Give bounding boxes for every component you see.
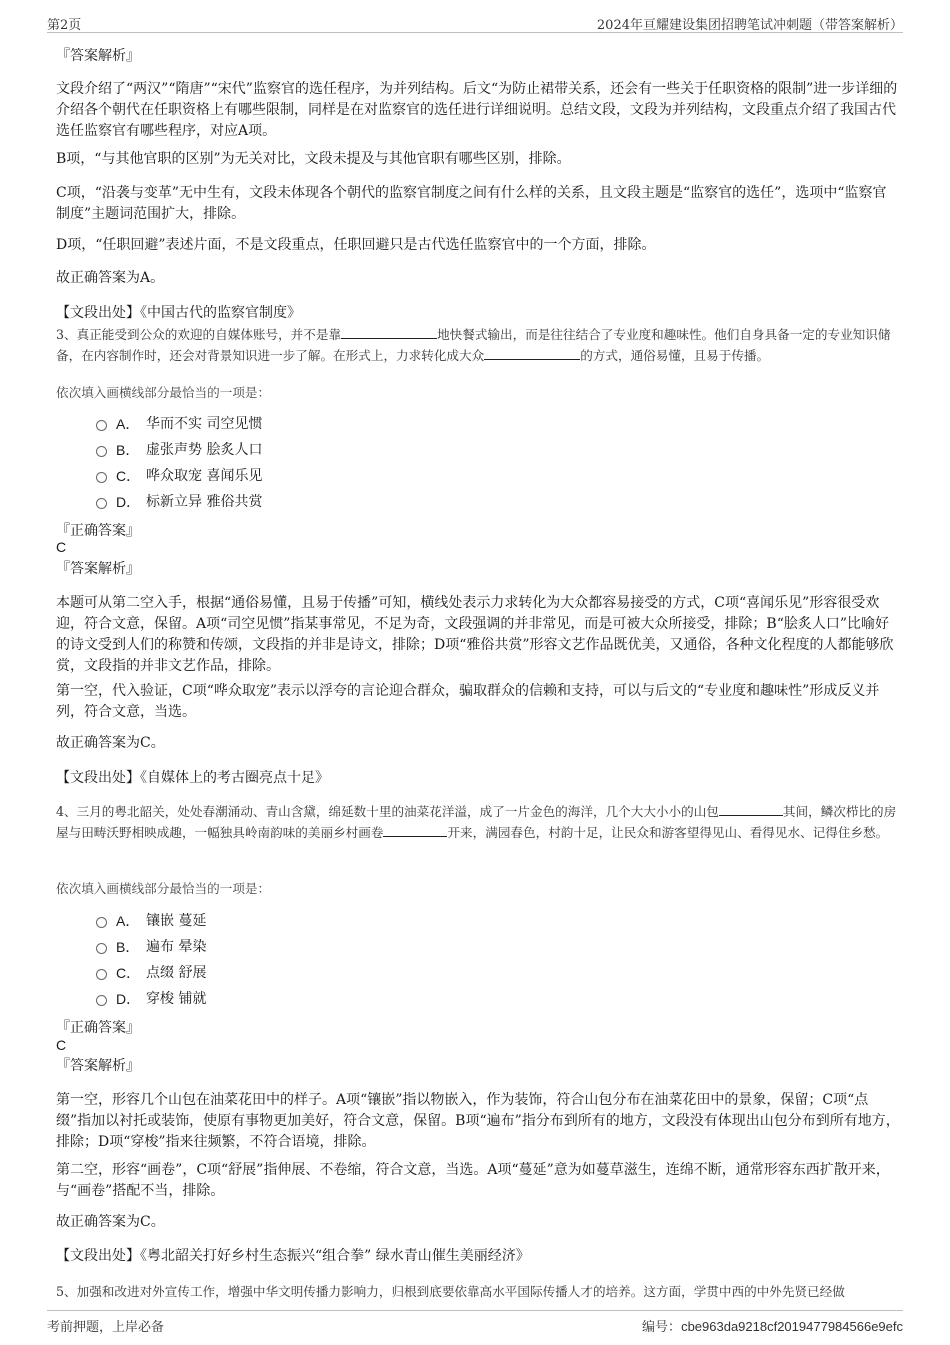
option-letter: C．: [116, 468, 141, 484]
correct-answer-label: 『正确答案』: [56, 1020, 140, 1036]
correct-answer-label: 『正确答案』: [56, 523, 140, 539]
analysis-label: 『答案解析』: [56, 561, 140, 577]
option-b[interactable]: [96, 440, 262, 460]
option-letter: B．: [116, 442, 140, 458]
option-c[interactable]: [96, 466, 262, 486]
question-text: 其间，鳞次栉比的房屋与田畴沃野相映成趣，一幅独具岭南韵味的美丽乡村画卷: [56, 804, 897, 840]
option-letter: C．: [116, 965, 141, 981]
option-text: 遍布 晕染: [146, 939, 207, 955]
question-text: 开来，满园春色，村韵十足，让民众和游客望得见山、看得见水、记得住乡愁。: [447, 825, 889, 840]
conclusion: 故正确答案为C。: [56, 1214, 165, 1230]
page-header: [47, 10, 903, 33]
option-b[interactable]: [96, 937, 206, 957]
document-code: [642, 1316, 903, 1335]
analysis-paragraph: 文段介绍了“两汉”“隋唐”“宋代”监察官的选任程序，为并列结构。后文“为防止裙带关系，还会有一些关于任职资格的限制”进一步详细的介绍各个朝代在任职资格上有哪些限制，同样是在对监察官的选任进行详细说明。总结文段，文段为并列结构，文段重点介绍了我国古代选任监察官有哪些程序，对应A项。: [56, 81, 898, 139]
option-text: 穿梭 铺就: [146, 991, 207, 1007]
option-c[interactable]: [96, 963, 206, 983]
radio-icon[interactable]: [96, 446, 107, 457]
radio-icon[interactable]: [96, 995, 107, 1006]
option-letter: A．: [116, 913, 140, 929]
code-value: cbe963da9218cf2019477984566e9efc: [681, 1319, 903, 1334]
radio-icon[interactable]: [96, 420, 107, 431]
correct-answer: C: [56, 539, 67, 555]
option-text: 标新立异 雅俗共赏: [146, 494, 263, 510]
page-number: 第2页: [47, 18, 82, 33]
source-citation: 【文段出处】《自媒体上的考古圈亮点十足》: [56, 770, 329, 786]
source-citation: 【文段出处】《中国古代的监察官制度》: [56, 305, 301, 321]
source-citation: 【文段出处】《粤北韶关打好乡村生态振兴“组合拳” 绿水青山催生美丽经济》: [56, 1248, 530, 1264]
option-letter: A．: [116, 416, 140, 432]
analysis-paragraph: 第一空，代入验证，C项“哗众取宠”表示以浮夸的言论迎合群众，骗取群众的信赖和支持，可以与后文的“专业度和趣味性”形成反义并列，符合文意，当选。: [56, 683, 880, 720]
option-text: 虚张声势 脍炙人口: [146, 442, 263, 458]
analysis-paragraph: B项，“与其他官职的区别”为无关对比，文段未提及与其他官职有哪些区别，排除。: [56, 151, 571, 167]
fill-blank: [719, 803, 783, 816]
option-a[interactable]: [96, 911, 206, 931]
analysis-paragraph: 本题可从第二空入手，根据“通俗易懂，且易于传播”可知，横线处表示力求转化为大众都容易接受的方式，C项“喜闻乐见”形容很受欢迎，符合文意，保留。A项“司空见惯”指某事常见，不足为奇，文段强调的并非常见，而是可被大众所接受，排除；B“脍炙人口”比喻好的诗文受到人们的称赞和传颂，文段指的并非是诗文，排除；D项“雅俗共赏”形容文艺作品既优美，又通俗，各种文化程度的人都能够欣赏，文段指的并非文艺作品，排除。: [56, 595, 894, 674]
option-text: 镶嵌 蔓延: [146, 913, 207, 929]
question-hint: 依次填入画横线部分最恰当的一项是：: [56, 881, 271, 896]
option-d[interactable]: [96, 492, 262, 512]
question-3: [56, 324, 900, 366]
radio-icon[interactable]: [96, 498, 107, 509]
question-text: 地快餐式输出，而是往往结合了专业度和趣味性。他们自身具备一定的专业知识储备，在内容制作时，还会对背景知识进一步了解。在形式上，力求转化成大众: [56, 327, 891, 363]
question-hint: 依次填入画横线部分最恰当的一项是：: [56, 385, 271, 400]
analysis-paragraph: 第二空，形容“画卷”，C项“舒展”指伸展、不卷缩，符合文意，当选。A项“蔓延”意为如蔓草滋生，连绵不断，通常形容东西扩散开来，与“画卷”搭配不当，排除。: [56, 1162, 890, 1199]
radio-icon[interactable]: [96, 917, 107, 928]
analysis-paragraph: 第一空，形容几个山包在油菜花田中的样子。A项“镶嵌”指以物嵌入，作为装饰，符合山包分布在油菜花田中的景象，保留；C项“点缀”指加以衬托或装饰，使原有事物更加美好，符合文意，保留。B项“遍布”指分布到所有的地方，文段没有体现出山包分布到所有地方，排除；D项“穿梭”指来往频繁，不符合语境，排除。: [56, 1092, 900, 1150]
option-text: 点缀 舒展: [146, 965, 207, 981]
conclusion: 故正确答案为C。: [56, 735, 165, 751]
fill-blank: [484, 347, 580, 360]
correct-answer: C: [56, 1037, 67, 1053]
fill-blank: [383, 824, 447, 837]
code-label: 编号：: [642, 1320, 682, 1335]
option-a[interactable]: [96, 414, 262, 434]
radio-icon[interactable]: [96, 472, 107, 483]
radio-icon[interactable]: [96, 943, 107, 954]
option-text: 哗众取宠 喜闻乐见: [146, 468, 263, 484]
fill-blank: [341, 326, 437, 339]
option-d[interactable]: [96, 989, 206, 1009]
conclusion: 故正确答案为A。: [56, 270, 165, 286]
analysis-label: 『答案解析』: [56, 1058, 140, 1074]
analysis-label: 『答案解析』: [56, 48, 140, 64]
radio-icon[interactable]: [96, 969, 107, 980]
option-letter: B．: [116, 939, 140, 955]
page-footer: [47, 1310, 903, 1335]
footer-slogan: 考前押题，上岸必备: [47, 1320, 165, 1335]
analysis-paragraph: C项，“沿袭与变革”无中生有，文段未体现各个朝代的监察官制度之间有什么样的关系，且文段主题是“监察官的选任”，选项中“监察官制度”主题词范围扩大，排除。: [56, 185, 887, 222]
question-text: 4、三月的粤北韶关，处处春潮涌动、青山含黛，绵延数十里的油菜花洋溢，成了一片金色的海洋，几个大大小小的山包: [56, 804, 719, 819]
analysis-paragraph: D项，“任职回避”表述片面，不是文段重点，任职回避只是古代选任监察官中的一个方面，排除。: [56, 237, 656, 253]
option-text: 华而不实 司空见惯: [146, 416, 263, 432]
option-letter: D．: [116, 494, 141, 510]
question-text: 3、真正能受到公众的欢迎的自媒体账号，并不是靠: [56, 327, 342, 342]
question-text: 的方式，通俗易懂，且易于传播。: [580, 348, 770, 363]
question-4: [56, 801, 900, 843]
option-letter: D．: [116, 991, 141, 1007]
document-title: 2024年亘耀建设集团招聘笔试冲刺题（带答案解析）: [596, 18, 903, 33]
question-5: 5、加强和改进对外宣传工作，增强中华文明传播力影响力，归根到底要依靠高水平国际传播人才的培养。这方面，学贯中西的中外先贤已经做: [56, 1284, 845, 1299]
